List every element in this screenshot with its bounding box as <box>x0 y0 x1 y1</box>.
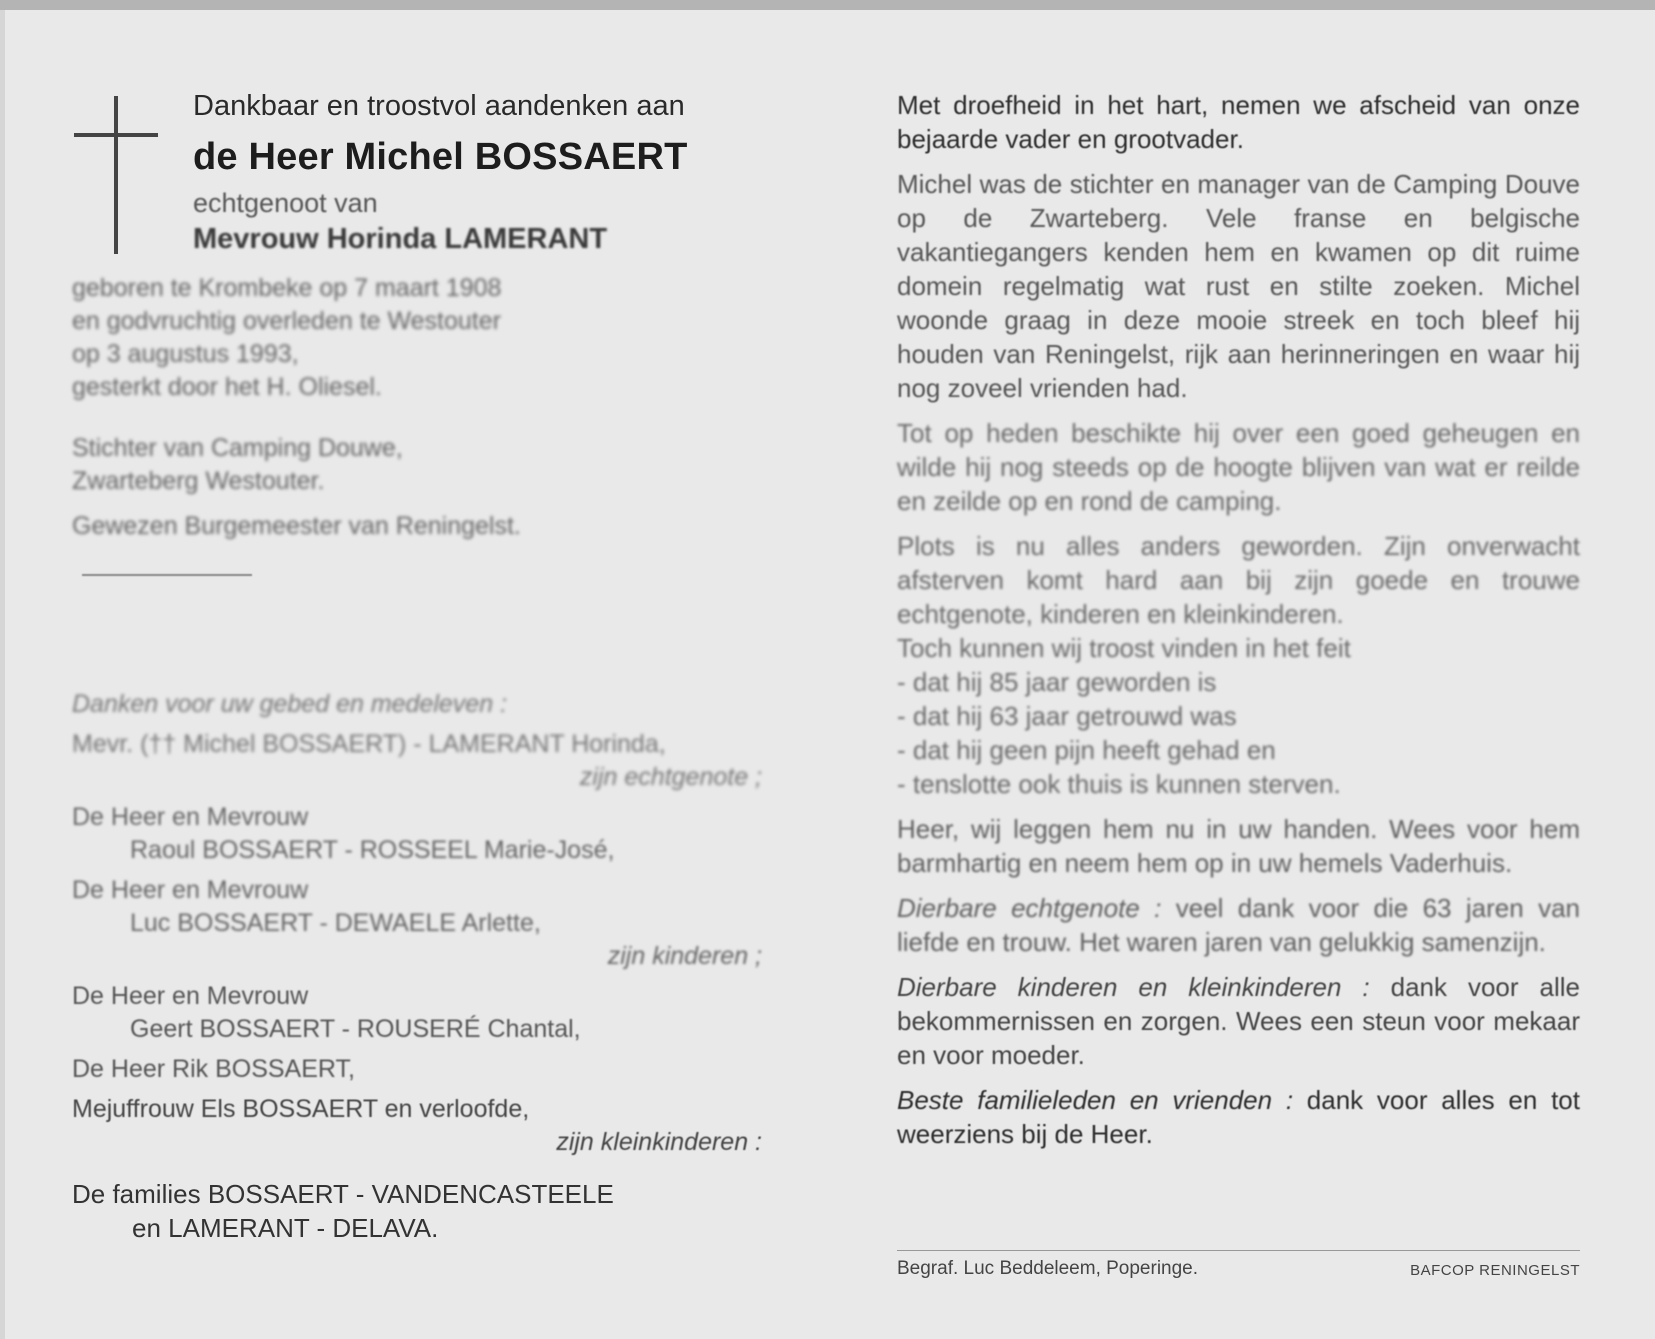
spouse-name: Mevrouw Horinda LAMERANT <box>193 223 608 255</box>
families-block <box>72 1177 614 1245</box>
couple-names: Geert BOSSAERT - ROUSERÉ Chantal, <box>130 1015 581 1043</box>
paragraph: Plots is nu alles anders geworden. Zijn onverwacht afsterven komt hard aan bij zijn goede en trouwe echtgenote, kinderen en kleinkinderen. <box>897 531 1580 629</box>
paragraph-body: dank voor alles en tot weerziens bij de Heer. <box>897 1085 1580 1149</box>
list-item: - tenslotte ook thuis is kunnen sterven. <box>897 769 1341 799</box>
list-intro: Toch kunnen wij troost vinden in het feit <box>897 633 1351 663</box>
couple-names: Luc BOSSAERT - DEWAELE Arlette, <box>130 909 541 937</box>
couple-title: De Heer en Mevrouw <box>72 803 309 831</box>
list-item: - dat hij 63 jaar getrouwd was <box>897 701 1237 731</box>
bio-block <box>72 272 772 404</box>
list-item: - dat hij geen pijn heeft gehad en <box>897 735 1276 765</box>
bio-line: en godvruchtig overleden te Westouter <box>72 307 501 335</box>
deceased-name: de Heer Michel BOSSAERT <box>193 136 688 178</box>
list-item: - dat hij 85 jaar geworden is <box>897 667 1217 697</box>
printer-credit: Begraf. Luc Beddeleem, Poperinge. <box>897 1258 1199 1279</box>
footer-rule <box>897 1250 1580 1251</box>
paragraph-lead: Beste familieleden en vrienden : <box>897 1085 1294 1115</box>
bio-line: gesterkt door het H. Oliesel. <box>72 373 382 401</box>
scan-left-edge <box>0 10 5 1339</box>
cross-icon-horizontal <box>74 133 158 137</box>
paragraph: Michel was de stichter en manager van de Camping Douve op de Zwarteberg. Vele franse en belgische vakantiegangers kenden hem en kwamen op dit ruime domein regelmatig wat rust en stilte zoeken. Michel woonde graag in deze mooie streek en toch bleef hij houden van Reningelst, rijk aan herinneringen en waar hij nog zoveel vrienden had. <box>897 169 1580 403</box>
paragraph-body: veel dank voor die 63 jaren van liefde en trouw. Het waren jaren van gelukkig samenzijn. <box>897 893 1580 957</box>
couple-title: De Heer en Mevrouw <box>72 982 309 1010</box>
paragraph <box>897 891 1580 959</box>
mourners-block <box>72 688 762 1159</box>
paragraph: Tot op heden beschikte hij over een goed geheugen en wilde hij nog steeds op de hoogte blijven van wat er reilde en zeilde op en rond de camping. <box>897 418 1580 516</box>
widow-name: Mevr. (†† Michel BOSSAERT) - LAMERANT Horinda, <box>72 730 666 758</box>
role-line: Gewezen Burgemeester van Reningelst. <box>72 512 521 540</box>
scan-top-edge <box>0 0 1655 10</box>
bio-line: geboren te Krombeke op 7 maart 1908 <box>72 274 502 302</box>
paragraph-lead: Dierbare kinderen en kleinkinderen : <box>897 972 1370 1002</box>
role-line: Stichter van Camping Douwe, <box>72 434 403 462</box>
bio-line: op 3 augustus 1993, <box>72 340 299 368</box>
grandchild-name: Mejuffrouw Els BOSSAERT en verloofde, <box>72 1095 530 1123</box>
widow-role: zijn echtgenote ; <box>579 763 762 791</box>
families-line: De families BOSSAERT - VANDENCASTEELE <box>72 1179 614 1209</box>
paragraph <box>897 970 1580 1072</box>
memorial-intro: Dankbaar en troostvol aandenken aan <box>193 90 685 122</box>
couple-title: De Heer en Mevrouw <box>72 876 309 904</box>
spouse-intro: echtgenoot van <box>193 188 378 218</box>
memorial-text <box>897 88 1580 1162</box>
paragraph-lead: Dierbare echtgenote : <box>897 893 1162 923</box>
paragraph: Met droefheid in het hart, nemen we afscheid van onze bejaarde vader en grootvader. <box>897 90 1580 154</box>
paragraph: Heer, wij leggen hem nu in uw handen. Wees voor hem barmhartig en neem hem op in uw hemels Vaderhuis. <box>897 814 1580 878</box>
couple-names: Raoul BOSSAERT - ROSSEEL Marie-José, <box>130 836 615 864</box>
role-line: Zwarteberg Westouter. <box>72 467 325 495</box>
cross-icon-vertical <box>114 96 118 254</box>
printer-credit-secondary: BAFCOP RENINGELST <box>1410 1262 1580 1279</box>
divider <box>82 574 252 576</box>
children-role: zijn kinderen ; <box>607 942 762 970</box>
paragraph <box>897 1083 1580 1151</box>
families-line: en LAMERANT - DELAVA. <box>132 1213 439 1243</box>
grandchildren-role: zijn kleinkinderen : <box>556 1128 762 1156</box>
roles-block <box>72 432 772 543</box>
mourners-intro: Danken voor uw gebed en medeleven : <box>72 690 508 718</box>
paragraph-body: dank voor alle bekommernissen en zorgen. Wees een steun voor mekaar en voor moeder. <box>897 972 1580 1070</box>
grandchild-name: De Heer Rik BOSSAERT, <box>72 1055 355 1083</box>
